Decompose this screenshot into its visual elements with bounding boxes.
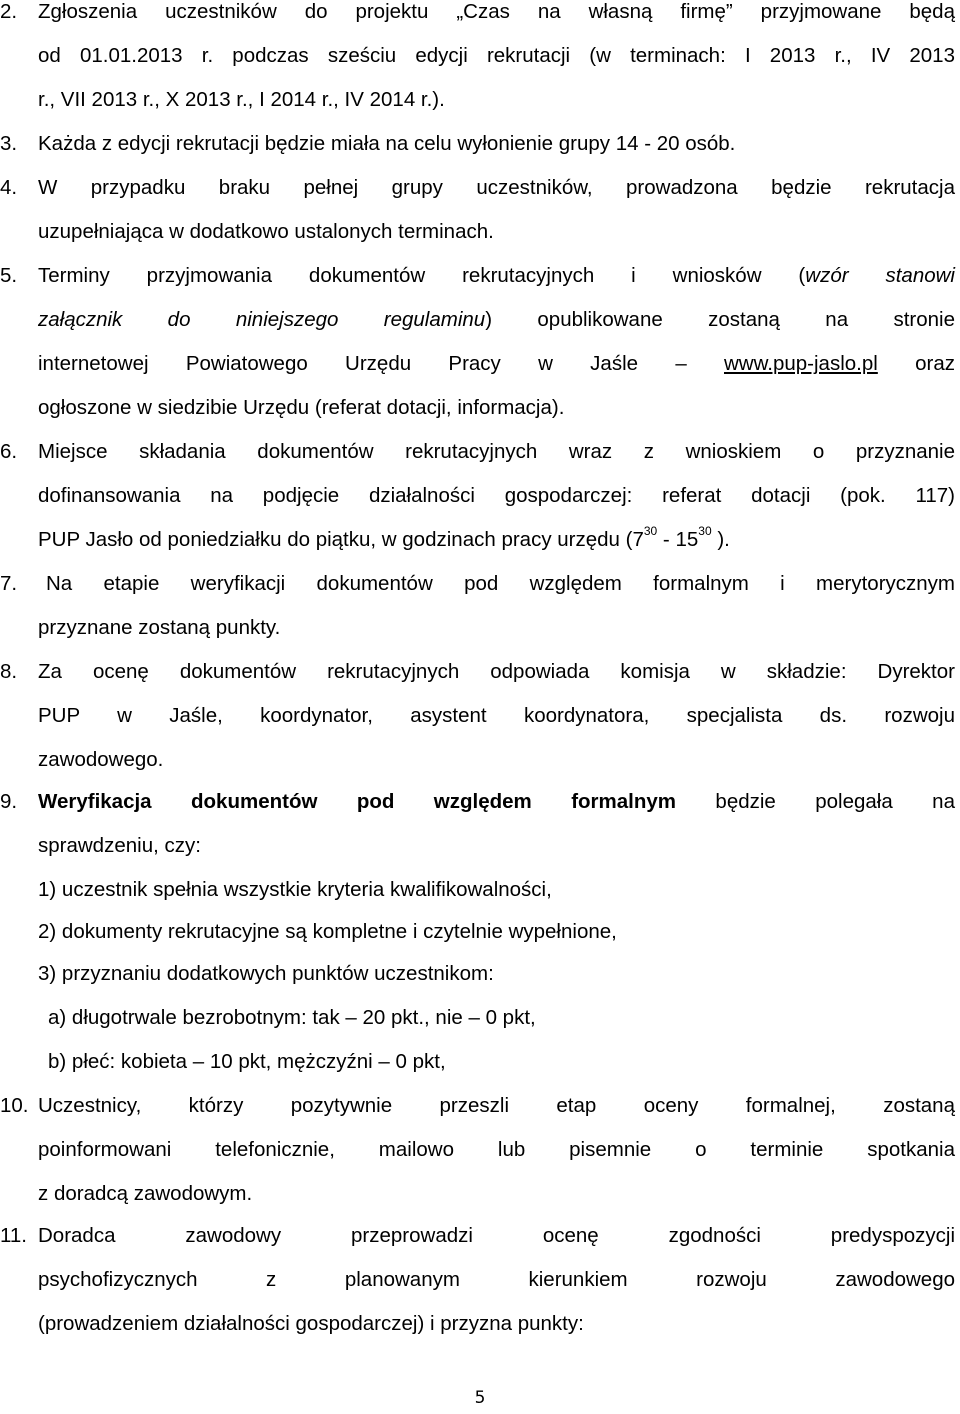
item-line [38,780,955,824]
item-text: Terminy przyjmowania dokumentów rekrutacyjnych i wniosków ( [38,264,806,287]
item-number: 8. [0,660,18,683]
item-line [38,518,955,562]
sub-item: 3) przyznaniu dodatkowych punktów uczestnikom: [38,962,494,985]
item-line [38,342,955,386]
item-line: (prowadzeniem działalności gospodarczej) i przyzna punkty: [38,1312,584,1335]
item-number: 5. [0,264,18,287]
item-line: zawodowego. [38,748,164,771]
item-text: oraz [877,352,955,375]
item-text: - 15 [657,528,699,551]
item-text: internetowej Powiatowego Urzędu Pracy w Jaśle – [38,352,724,375]
item-number: 6. [0,440,18,463]
item-line: sprawdzeniu, czy: [38,834,201,857]
sub-sub-item: b) płeć: kobieta – 10 pkt, mężczyźni – 0 pkt, [48,1050,446,1073]
website-link[interactable]: www.pup-jaslo.pl [724,352,878,375]
item-number: 3. [0,132,18,155]
item-line: Doradca zawodowy przeprowadzi ocenę zgodności predyspozycji [38,1224,955,1247]
item-number: 4. [0,176,18,199]
item-text-bold: Weryfikacja dokumentów pod względem formalnym [38,790,676,813]
item-text: ) opublikowane zostaną na stronie [485,308,955,331]
hour-superscript: 30 [698,524,712,539]
item-number: 10. [0,1094,29,1117]
item-line: dofinansowania na podjęcie działalności gospodarczej: referat dotacji (pok. 117) [38,484,955,507]
item-line: Każda z edycji rekrutacji będzie miała na celu wyłonienie grupy 14 - 20 osób. [38,132,736,155]
item-line: ogłoszone w siedzibie Urzędu (referat dotacji, informacja). [38,396,565,419]
sub-item: 1) uczestnik spełnia wszystkie kryteria kwalifikowalności, [38,878,552,901]
item-line: W przypadku braku pełnej grupy uczestników, prowadzona będzie rekrutacja [38,176,955,199]
item-line [38,254,955,298]
item-line: Za ocenę dokumentów rekrutacyjnych odpowiada komisja w składzie: Dyrektor [38,660,955,683]
item-line: Zgłoszenia uczestników do projektu „Czas na własną firmę” przyjmowane będą [38,0,955,23]
item-number: 2. [0,0,18,23]
item-line: poinformowani telefonicznie, mailowo lub pisemnie o terminie spotkania [38,1138,955,1161]
page-number: 5 [474,1388,486,1408]
item-number: 7. [0,572,18,595]
item-text: będzie polegała na [676,790,955,813]
item-line: uzupełniająca w dodatkowo ustalonych terminach. [38,220,494,243]
item-text-italic: wzór stanowi [805,264,955,287]
item-line: od 01.01.2013 r. podczas sześciu edycji rekrutacji (w terminach: I 2013 r., IV 2013 [38,44,955,67]
item-line: PUP w Jaśle, koordynator, asystent koordynatora, specjalista ds. rozwoju [38,704,955,727]
sub-item: 2) dokumenty rekrutacyjne są kompletne i czytelnie wypełnione, [38,920,617,943]
item-text: PUP Jasło od poniedziałku do piątku, w godzinach pracy urzędu (7 [38,528,644,551]
hour-superscript: 30 [643,524,658,539]
item-line: Uczestnicy, którzy pozytywnie przeszli etap oceny formalnej, zostaną [38,1094,955,1117]
item-text: ). [711,528,730,551]
item-line: r., VII 2013 r., X 2013 r., I 2014 r., IV 2014 r.). [38,88,445,111]
item-text-italic: załącznik do niniejszego regulaminu [38,308,486,331]
item-line: z doradcą zawodowym. [38,1182,253,1205]
item-line: psychofizycznych z planowanym kierunkiem rozwoju zawodowego [38,1268,955,1291]
item-line: Na etapie weryfikacji dokumentów pod względem formalnym i merytorycznym [46,572,955,595]
item-number: 11. [0,1224,27,1247]
item-line [38,298,955,342]
sub-sub-item: a) długotrwale bezrobotnym: tak – 20 pkt., nie – 0 pkt, [48,1006,536,1029]
item-number: 9. [0,790,18,813]
item-line: przyznane zostaną punkty. [38,616,281,639]
item-line: Miejsce składania dokumentów rekrutacyjnych wraz z wnioskiem o przyznanie [38,440,955,463]
